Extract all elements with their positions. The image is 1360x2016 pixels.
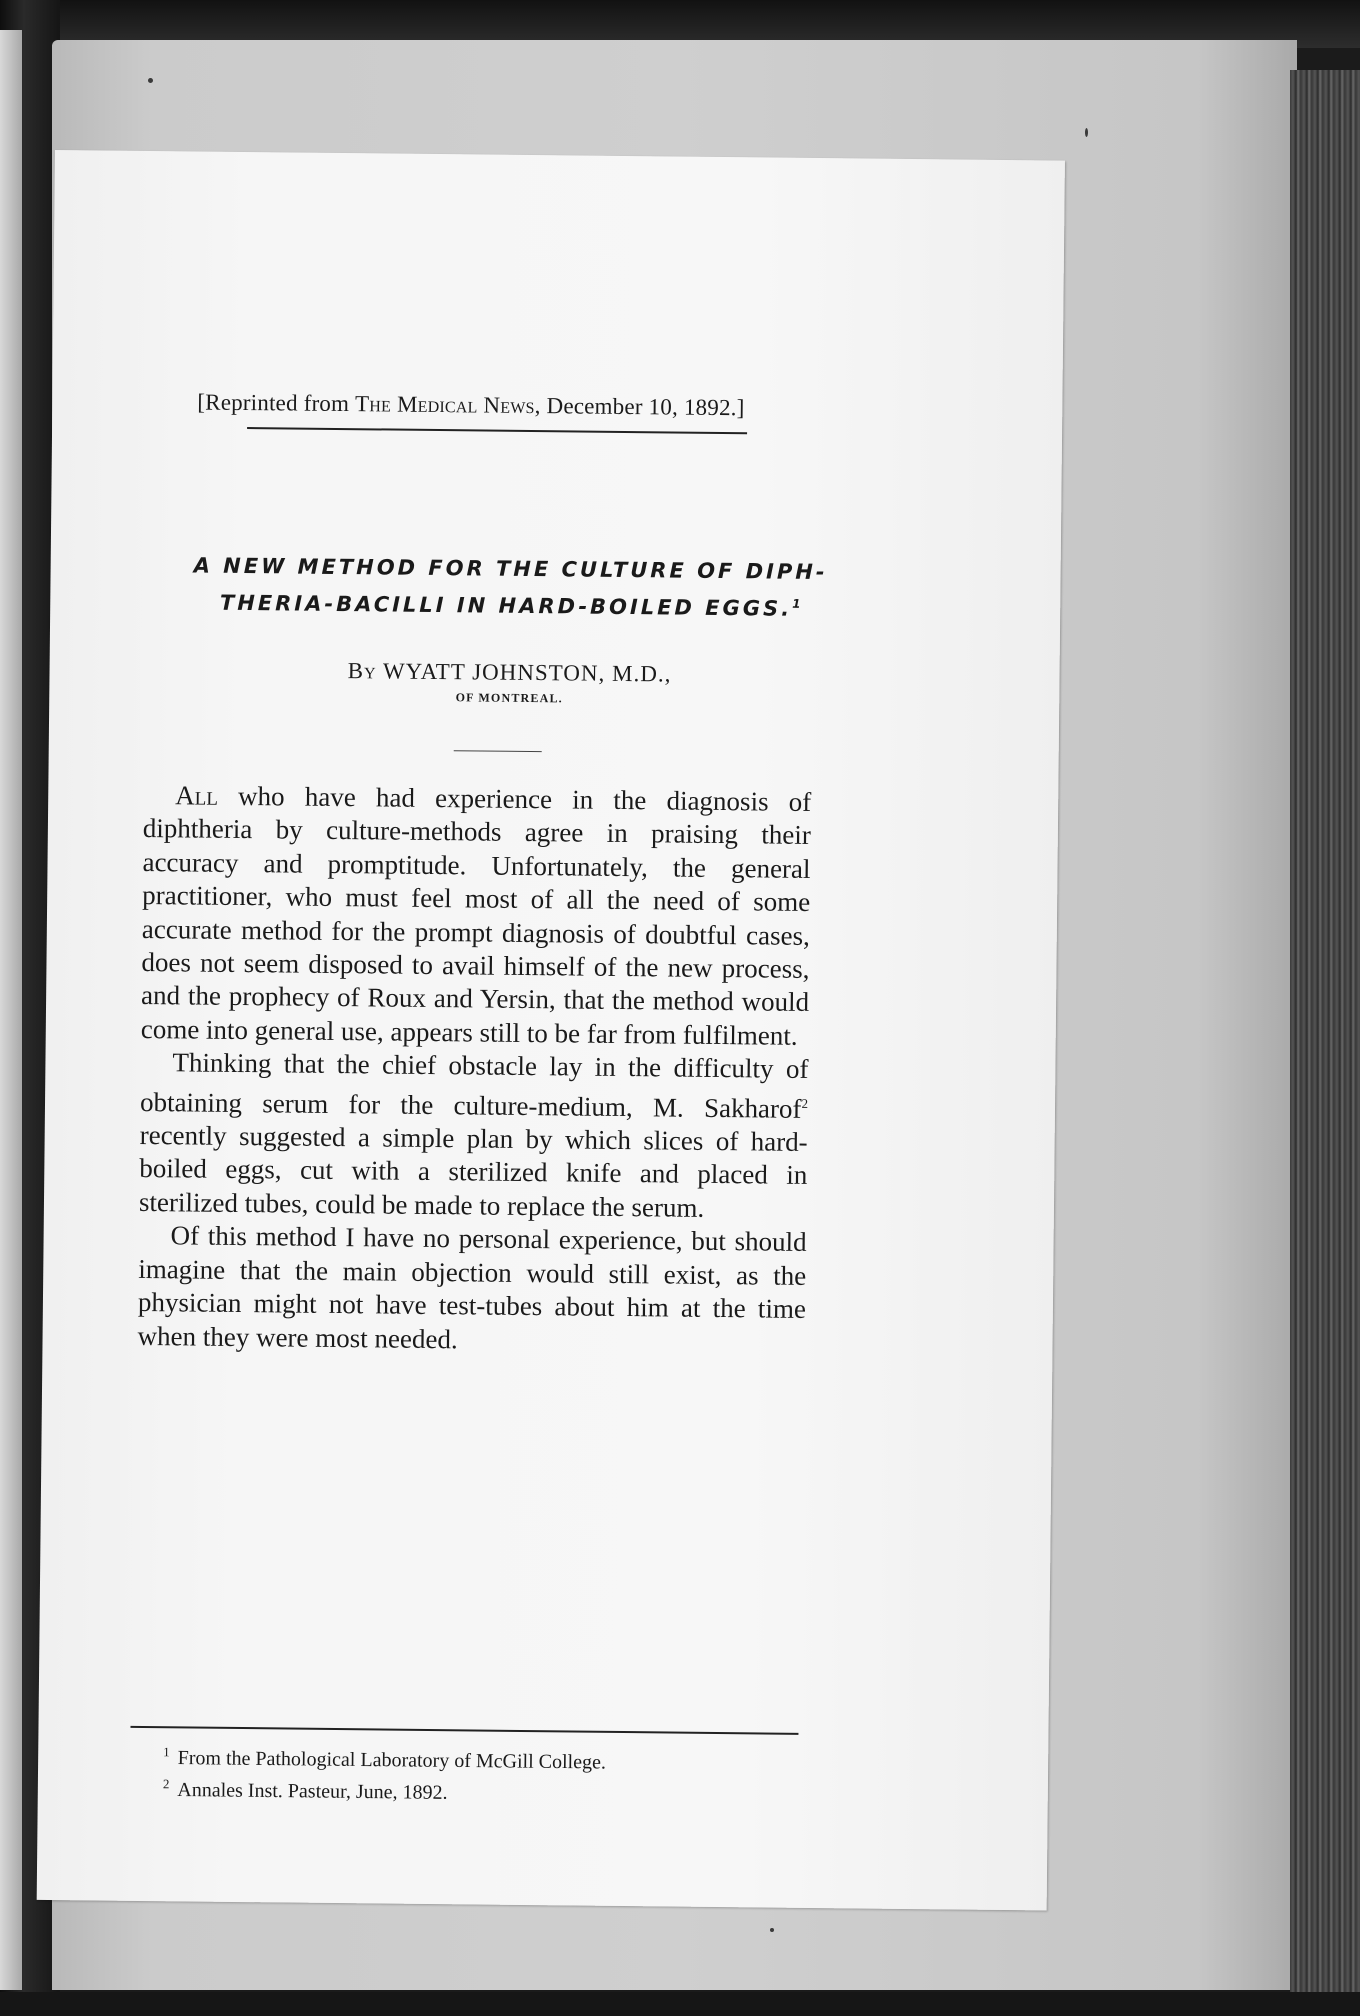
- paragraph-text: Of this method I have no personal experience, but should imagine that the main objection would still exist, as the physician might not have test-tubes about him at the time when they were most needed.: [137, 1220, 807, 1354]
- byline-prefix: By: [347, 658, 377, 684]
- section-divider: [454, 750, 542, 752]
- title-footnote-ref: 1: [792, 596, 801, 611]
- journal-name: The Medical News: [354, 391, 535, 419]
- bottom-shadow: [0, 1992, 1360, 2016]
- footnote: [163, 1771, 803, 1809]
- footnote-ref: 2: [801, 1095, 809, 1111]
- footnote-number: 1: [163, 1744, 170, 1760]
- dust-speck: [148, 78, 153, 83]
- author-affiliation: OF MONTREAL.: [455, 690, 563, 706]
- footnote-number: 2: [162, 1775, 170, 1791]
- paragraph-2: [139, 1046, 809, 1226]
- reprint-sheet: [37, 150, 1065, 1910]
- paragraph-text: Thinking that the chief obstacle lay in the difficulty of obtaining serum for the culture-medium, M. Sakharof: [139, 1047, 809, 1124]
- byline: [169, 656, 849, 689]
- paragraph-text: recently suggested a simple plan by which slices of hard-boiled eggs, cut with a sterilized knife and placed in sterilized tubes, could be made to replace the serum.: [138, 1120, 808, 1223]
- footnote-text: Annales Inst. Pasteur, June, 1892.: [177, 1778, 448, 1804]
- left-page-strip: [0, 30, 22, 1990]
- header-suffix: , December 10, 1892.]: [534, 393, 745, 421]
- article-body: [137, 779, 811, 1360]
- title-line-2-text: THERIA-BACILLI IN HARD-BOILED EGGS.: [219, 590, 793, 621]
- reprint-header: [197, 390, 897, 423]
- dust-speck: [1085, 128, 1088, 137]
- footnote-text: From the Pathological Laboratory of McGill College.: [177, 1747, 607, 1774]
- dust-speck: [770, 1928, 774, 1932]
- author-name: WYATT JOHNSTON, M.D.,: [376, 658, 672, 687]
- footnotes: [163, 1739, 804, 1809]
- title-line-2: [130, 581, 890, 626]
- footnote-rule: [130, 1726, 798, 1735]
- paragraph-lead: All: [175, 780, 219, 811]
- page-edges-stack: [1290, 70, 1360, 2016]
- header-underline: [247, 427, 747, 434]
- title-line-1: A NEW METHOD FOR THE CULTURE OF DIPH-: [193, 553, 828, 585]
- paragraph-1: [141, 779, 812, 1053]
- paragraph-3: [137, 1219, 806, 1360]
- paragraph-text: who have had experience in the diagnosis of diphtheria by culture-methods agree in praising their accuracy and promptitude. Unfortunately, the general practitioner, who must feel most of all the need of some accurate method for the prompt diagnosis of doubtful cases, does not seem disposed to avail himself of the new process, and the prophecy of Roux and Yersin, that the method would come into general use, appears still to be far from fulfilment.: [140, 780, 812, 1051]
- article-title: [130, 549, 891, 626]
- header-prefix: [Reprinted from: [197, 389, 356, 417]
